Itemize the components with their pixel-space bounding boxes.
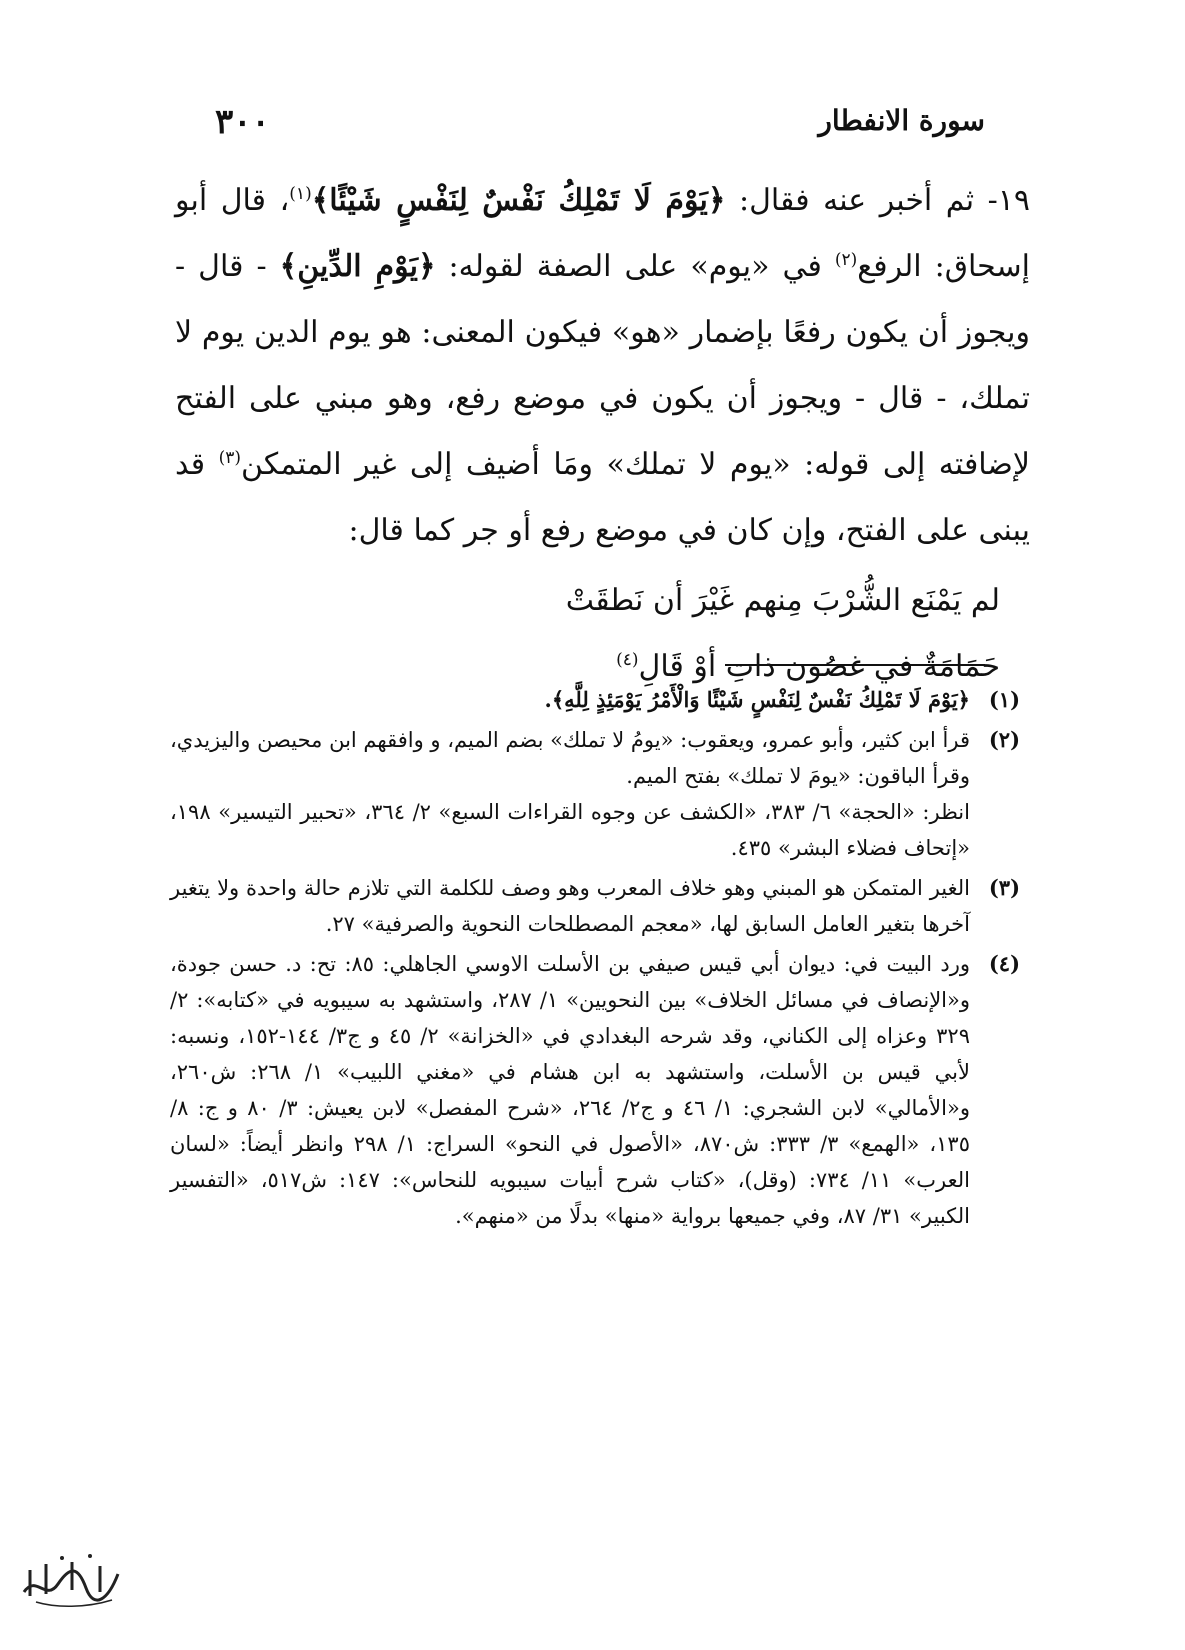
footnote — [170, 870, 1020, 942]
quran-verse: ﴿يَوْمَ لَا تَمْلِكُ نَفْسٌ لِنَفْسٍ شَيْئًا وَالْأَمْرُ يَوْمَئِذٍ لِلَّهِ﴾. — [544, 687, 970, 712]
footnote-paragraph: انظر: «الحجة» ٦/ ٣٨٣، «الكشف عن وجوه القراءات السبع» ٢/ ٣٦٤، «تحبير التيسير» ١٩٨، «إتحاف فضلاء البشر» ٤٣٥. — [170, 800, 970, 860]
quran-verse: ﴿يَوْمَ لَا تَمْلِكُ نَفْسٌ لِنَفْسٍ شَيْئًا﴾ — [311, 183, 726, 218]
footnote-separator — [725, 664, 985, 666]
footnote — [170, 722, 1020, 866]
text-run: قد يبنى على الفتح، وإن كان في موضع رفع أو جر كما قال: — [175, 447, 1030, 548]
footnote-number: (١) — [988, 687, 1020, 712]
footnote-text — [170, 682, 970, 718]
quran-verse: ﴿يَوْمِ الدِّينِ﴾ — [279, 249, 436, 284]
footnote-text: الغير المتمكن هو المبني وهو خلاف المعرب وهو وصف للكلمة التي تلازم حالة واحدة ولا يتغير آخرها بتغير العامل السابق لها، «معجم المصطلحات النحوية والصرفية» ٢٧. — [170, 876, 970, 936]
publisher-stamp-logo — [16, 1544, 126, 1614]
footnote-number: (٢) — [988, 727, 1020, 752]
footnote-ref[interactable]: (٤) — [616, 650, 639, 670]
footnote — [170, 946, 1020, 1234]
footnote-ref[interactable]: (٢) — [834, 250, 858, 270]
footnote-number: (٤) — [988, 951, 1020, 976]
text-run: ١٩- ثم أخبر عنه فقال: — [725, 183, 1031, 218]
footnote-text — [170, 722, 970, 866]
poem-text: حَمَامَةٌ في غصُون ذاتِ أوْ قَالِ — [638, 649, 1000, 684]
text-run: في «يوم» على الصفة لقوله: — [435, 249, 835, 284]
footnote-ref[interactable]: (٣) — [218, 448, 242, 468]
poem-line: لم يَمْنَع الشُّرْبَ مِنهم غَيْرَ أن نَطقَتْ — [565, 583, 1000, 618]
footnote-ref[interactable]: (١) — [289, 184, 312, 204]
footnote-number: (٣) — [988, 875, 1020, 900]
footnote — [170, 682, 1020, 718]
text-run: ، قال أبو إسحاق: الرفع — [175, 183, 1030, 284]
page-header — [215, 100, 985, 148]
main-paragraph — [175, 168, 1030, 564]
page-number: ٣٠٠ — [215, 102, 270, 142]
surah-title: سورة الانفطار — [818, 104, 985, 137]
footnotes — [170, 682, 1020, 1238]
footnote-text: ورد البيت في: ديوان أبي قيس صيفي بن الأسلت الاوسي الجاهلي: ٨٥: تح: د. حسن جودة، و«الإنصاف في مسائل الخلاف» بين النحويين» ١/ ٢٨٧، واستشهد به سيبويه في «كتابه»: ٢/ ٣٢٩ وعزاه إلى الكناني، وقد شرحه البغدادي في «الخزانة» ٢/ ٤٥ و ج٣/ ١٤٤-١٥٢، ونسبه: لأبي قيس بن الأسلت، واستشهد به ابن هشام في «مغني اللبيب» ١/ ٢٦٨: ش٢٦٠، و«الأمالي» لابن الشجري: ١/ ٤٦ و ج٢/ ٢٦٤، «شرح المفصل» لابن يعيش: ٣/ ٨٠ و ج: ٨/ ١٣٥، «الهمع» ٣/ ٣٣٣: ش٨٧٠، «الأصول في النحو» السراج: ١/ ٢٩٨ وانظر أيضاً: «لسان العرب» ١١/ ٧٣٤: (وقل)، «كتاب شرح أبيات سيبويه للنحاس»: ١٤٧: ش٥١٧، «التفسير الكبير» ٣١/ ٨٧، وفي جميعها برواية «منها» بدلًا من «منهم». — [170, 952, 970, 1228]
main-text — [175, 168, 1030, 700]
footnote-paragraph: قرأ ابن كثير، وأبو عمرو، ويعقوب: «يومُ لا تملك» بضم الميم، و وافقهم ابن محيصن واليزيدي، وقرأ الباقون: «يومَ لا تملك» بفتح الميم. — [170, 728, 970, 788]
text-run: - قال - ويجوز أن يكون رفعًا بإضمار «هو» فيكون المعنى: هو يوم الدين يوم لا تملك، - قال - ويجوز أن يكون في موضع رفع، وهو مبني على الفتح لإضافته إلى قوله: «يوم لا تملك» ومَا أضيف إلى غير المتمكن — [175, 249, 1031, 482]
